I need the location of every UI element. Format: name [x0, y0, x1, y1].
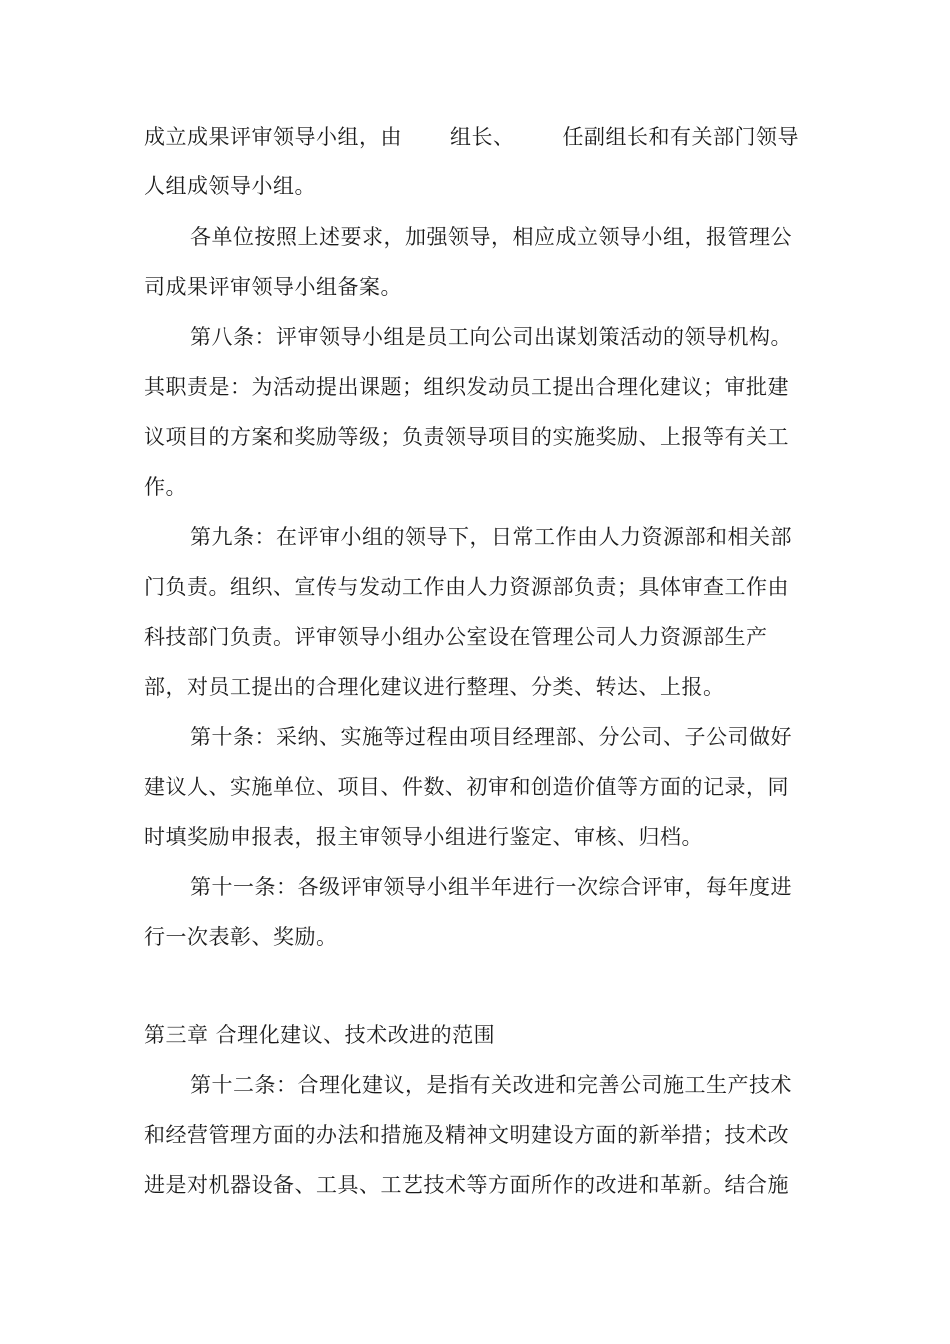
text-segment: 组长、	[450, 125, 515, 149]
text-line: 进是对机器设备、工具、工艺技术等方面所作的改进和革新。结合施	[144, 1173, 789, 1197]
article-9-heading-line: 第九条：在评审小组的领导下，日常工作由人力资源部和相关部	[190, 525, 792, 549]
article-12-heading-line: 第十二条：合理化建议，是指有关改进和完善公司施工生产技术	[190, 1073, 792, 1097]
text-segment: 任副组长和有关部门领导	[562, 125, 799, 149]
text-line	[144, 122, 814, 152]
text-line: 行一次表彰、奖励。	[144, 925, 338, 949]
text-line: 时填奖励申报表，报主审领导小组进行鉴定、审核、归档。	[144, 825, 703, 849]
text-line: 人组成领导小组。	[144, 174, 316, 198]
text-line: 议项目的方案和奖励等级；负责领导项目的实施奖励、上报等有关工	[144, 425, 789, 449]
article-8-heading-line: 第八条：评审领导小组是员工向公司出谋划策活动的领导机构。	[190, 325, 792, 349]
text-line: 门负责。组织、宣传与发动工作由人力资源部负责；具体审查工作由	[144, 575, 789, 599]
article-11-heading-line: 第十一条：各级评审领导小组半年进行一次综合评审，每年度进	[190, 875, 792, 899]
text-segment: 成立成果评审领导小组，由	[144, 125, 402, 149]
text-line: 其职责是：为活动提出课题；组织发动员工提出合理化建议；审批建	[144, 375, 789, 399]
chapter-3-heading: 第三章 合理化建议、技术改进的范围	[144, 1023, 496, 1047]
text-line: 作。	[144, 475, 187, 499]
text-line: 司成果评审领导小组备案。	[144, 275, 402, 299]
text-line: 建议人、实施单位、项目、件数、初审和创造价值等方面的记录，同	[144, 775, 789, 799]
article-10-heading-line: 第十条：采纳、实施等过程由项目经理部、分公司、子公司做好	[190, 725, 792, 749]
paragraph-start: 各单位按照上述要求，加强领导，相应成立领导小组，报管理公	[190, 225, 792, 249]
text-line: 部，对员工提出的合理化建议进行整理、分类、转达、上报。	[144, 675, 725, 699]
text-line: 科技部门负责。评审领导小组办公室设在管理公司人力资源部生产	[144, 625, 768, 649]
text-line: 和经营管理方面的办法和措施及精神文明建设方面的新举措；技术改	[144, 1123, 789, 1147]
